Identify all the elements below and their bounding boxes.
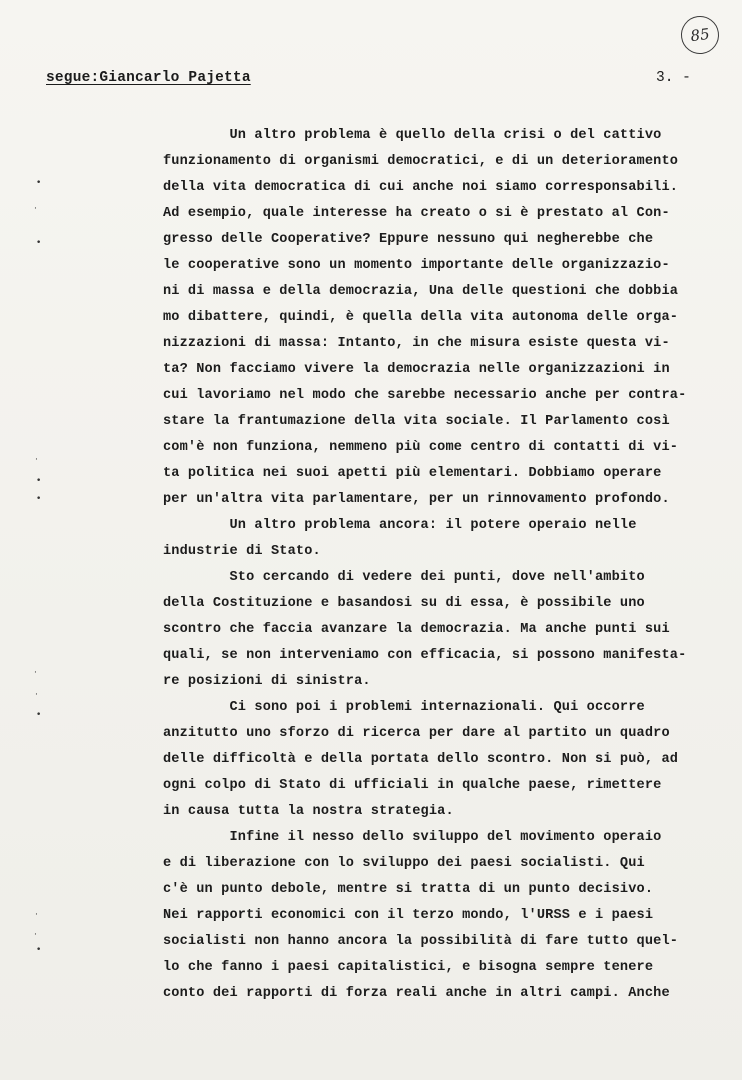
- margin-speck: •: [36, 178, 42, 188]
- text-line: conto dei rapporti di forza reali anche in altri campi. Anche: [163, 986, 670, 1001]
- margin-speck: •: [36, 710, 42, 720]
- text-line: anzitutto uno sforzo di ricerca per dare al partito un quadro: [163, 726, 670, 741]
- text-line: re posizioni di sinistra.: [163, 674, 371, 689]
- text-line: della vita democratica di cui anche noi siamo corresponsabili.: [163, 180, 679, 195]
- text-line: lo che fanno i paesi capitalistici, e bisogna sempre tenere: [163, 960, 654, 975]
- text-line: ni di massa e della democrazia, Una delle questioni che dobbia: [163, 284, 679, 299]
- margin-speck: ·: [34, 668, 37, 678]
- margin-speck: ·: [35, 455, 38, 465]
- document-header: segue:Giancarlo Pajetta: [46, 70, 251, 86]
- text-line: per un'altra vita parlamentare, per un rinnovamento profondo.: [163, 492, 670, 507]
- text-line: c'è un punto debole, mentre si tratta di un punto decisivo.: [163, 882, 654, 897]
- text-line: della Costituzione e basandosi su di essa, è possibile uno: [163, 596, 645, 611]
- text-line: quali, se non interveniamo con efficacia, si possono manifesta-: [163, 648, 687, 663]
- text-line: Ad esempio, quale interesse ha creato o si è prestato al Con-: [163, 206, 670, 221]
- text-line: in causa tutta la nostra strategia.: [163, 804, 454, 819]
- text-line: scontro che faccia avanzare la democrazia. Ma anche punti sui: [163, 622, 670, 637]
- text-line: Infine il nesso dello sviluppo del movimento operaio: [163, 830, 662, 845]
- text-line: gresso delle Cooperative? Eppure nessuno qui negherebbe che: [163, 232, 654, 247]
- margin-speck: ·: [34, 930, 37, 940]
- margin-speck: •: [36, 494, 42, 504]
- text-line: stare la frantumazione della vita sociale. Il Parlamento così: [163, 414, 670, 429]
- text-line: Sto cercando di vedere dei punti, dove nell'ambito: [163, 570, 645, 585]
- text-line: Un altro problema è quello della crisi o del cattivo: [163, 128, 662, 143]
- text-line: socialisti non hanno ancora la possibilità di fare tutto quel-: [163, 934, 679, 949]
- text-line: cui lavoriamo nel modo che sarebbe necessario anche per contra-: [163, 388, 687, 403]
- margin-speck: ·: [35, 690, 38, 700]
- text-line: delle difficoltà e della portata dello scontro. Non si può, ad: [163, 752, 679, 767]
- margin-speck: •: [36, 945, 42, 955]
- page-stamp: 85: [679, 14, 722, 57]
- text-line: industrie di Stato.: [163, 544, 321, 559]
- text-line: nizzazioni di massa: Intanto, in che misura esiste questa vi-: [163, 336, 670, 351]
- page-number: 3. -: [656, 70, 691, 86]
- text-line: com'è non funziona, nemmeno più come centro di contatti di vi-: [163, 440, 679, 455]
- text-line: ogni colpo di Stato di ufficiali in qualche paese, rimettere: [163, 778, 662, 793]
- text-line: le cooperative sono un momento importante delle organizzazio-: [163, 258, 670, 273]
- text-line: Un altro problema ancora: il potere operaio nelle: [163, 518, 637, 533]
- margin-speck: •: [36, 238, 42, 248]
- body-text: [163, 123, 723, 1007]
- text-line: Ci sono poi i problemi internazionali. Qui occorre: [163, 700, 645, 715]
- margin-speck: ·: [35, 910, 38, 920]
- text-line: funzionamento di organismi democratici, e di un deterioramento: [163, 154, 679, 169]
- margin-speck: ·: [34, 204, 37, 214]
- text-line: ta? Non facciamo vivere la democrazia nelle organizzazioni in: [163, 362, 670, 377]
- text-line: Nei rapporti economici con il terzo mondo, l'URSS e i paesi: [163, 908, 654, 923]
- text-line: e di liberazione con lo sviluppo dei paesi socialisti. Qui: [163, 856, 645, 871]
- text-line: mo dibattere, quindi, è quella della vita autonoma delle orga-: [163, 310, 679, 325]
- text-line: ta politica nei suoi apetti più elementari. Dobbiamo operare: [163, 466, 662, 481]
- margin-speck: •: [36, 476, 42, 486]
